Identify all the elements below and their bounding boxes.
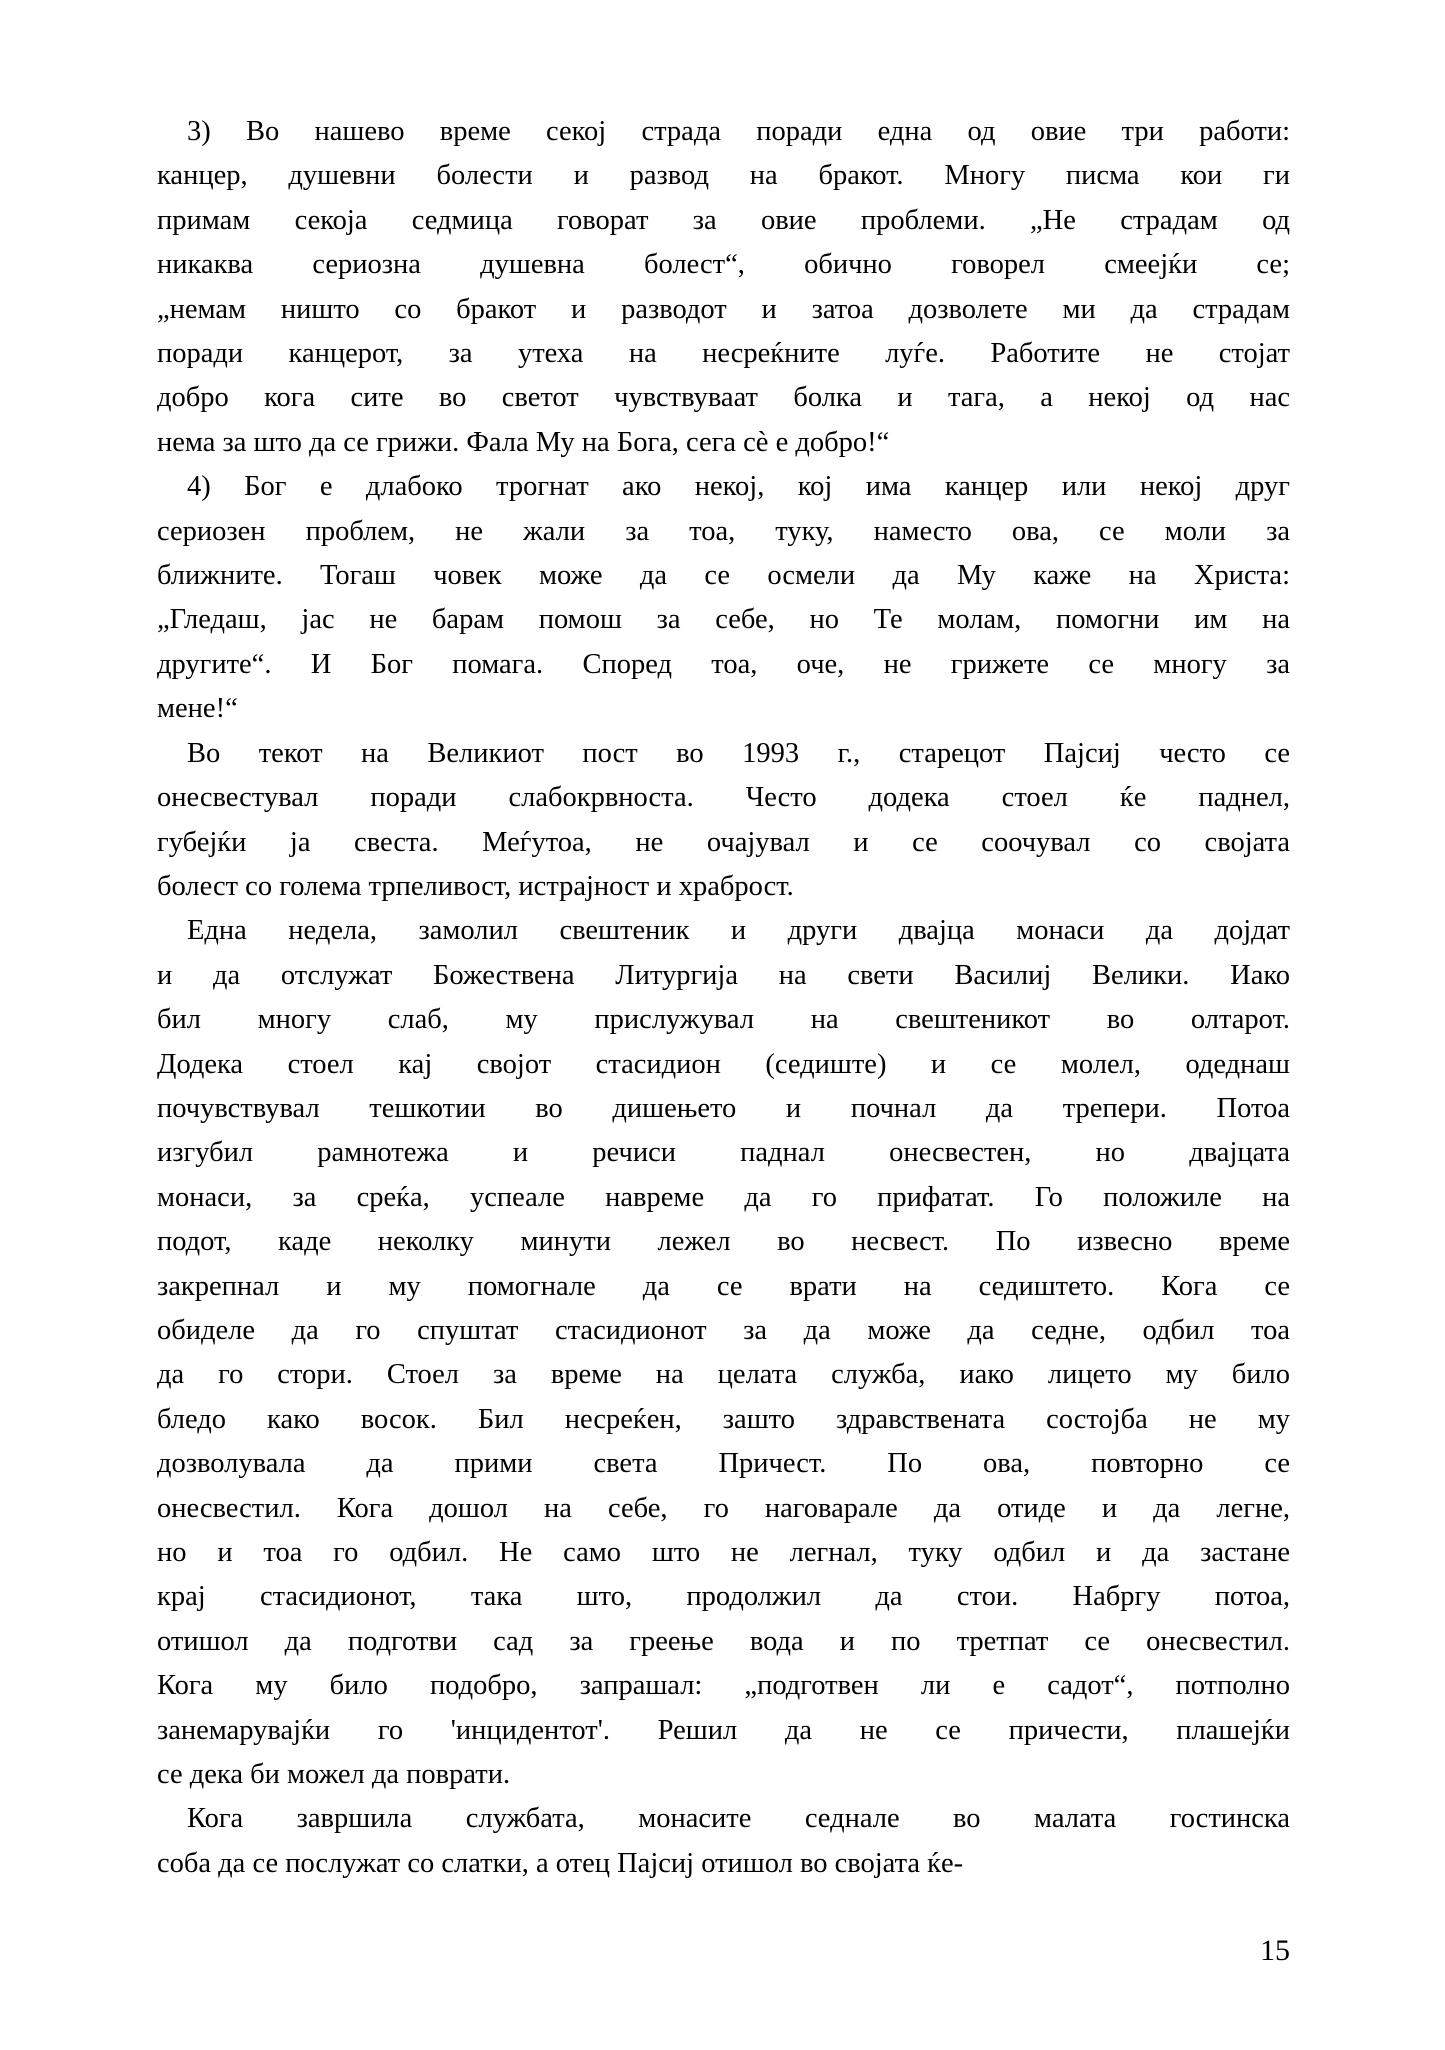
text-line: онесвестувал поради слабокрвноста. Често додека стоел ќе паднел, — [157, 782, 1290, 814]
text-line: подот, каде неколку минути лежел во несвест. По извесно време — [157, 1226, 1290, 1258]
paragraph — [157, 909, 1290, 1797]
text-line: „немам ништо со бракот и разводот и затоа дозволете ми да страдам — [157, 293, 1290, 325]
paragraph — [157, 732, 1290, 910]
paragraph — [157, 1797, 1290, 1886]
text-line: закрепнал и му помогнале да се врати на седиштето. Кога се — [157, 1270, 1290, 1302]
text-line: примам секоја седмица говорат за овие проблеми. „Не страдам од — [157, 204, 1290, 236]
text-line: сериозен проблем, не жали за тоа, туку, наместо ова, се моли за — [157, 515, 1290, 547]
page-number: 15 — [1260, 1934, 1290, 1967]
text-line: губејќи ја свеста. Меѓутоа, не очајувал и се соочувал со својата — [157, 826, 1290, 858]
text-line: мене!“ — [157, 693, 238, 725]
text-line: поради канцерот, за утеха на несреќните луѓе. Работите не стојат — [157, 338, 1290, 370]
text-line: дозволувала да прими света Причест. По ова, повторно се — [157, 1448, 1290, 1480]
paragraph — [157, 110, 1290, 465]
text-line: ближните. Тогаш човек може да се осмели да Му каже на Христа: — [157, 560, 1290, 592]
text-line: Во текот на Великиот пост во 1993 г., старецот Пајсиј често се — [187, 737, 1290, 769]
text-line: изгубил рамнотежа и речиси паднал онесвестен, но двајцата — [157, 1137, 1290, 1169]
text-line: 4) Бог е длабоко трогнат ако некој, кој има канцер или некој друг — [187, 471, 1290, 503]
text-line: бил многу слаб, му прислужувал на свештеникот во олтарот. — [157, 1004, 1290, 1036]
text-line: почувствувал тешкотии во дишењето и почнал да трепери. Потоа — [157, 1092, 1290, 1124]
text-line: да го стори. Стоел за време на целата служба, иако лицето му било — [157, 1359, 1290, 1391]
text-line: Кога завршила службата, монасите седнале во малата гостинска — [187, 1803, 1290, 1835]
text-line: онесвестил. Кога дошол на себе, го наговарале да отиде и да легне, — [157, 1492, 1290, 1524]
page-text — [157, 110, 1290, 1886]
paragraph — [157, 465, 1290, 731]
text-line: болест со голема трпеливост, истрајност и храброст. — [157, 870, 794, 902]
text-line: и да отслужат Божествена Литургија на свети Василиј Велики. Иако — [157, 959, 1290, 991]
text-line: другите“. И Бог помага. Според тоа, оче, не грижете се многу за — [157, 648, 1290, 680]
text-line: занемарувајќи го 'инцидентот'. Решил да не се причести, плашејќи — [157, 1714, 1290, 1746]
text-line: добро кога сите во светот чувствуваат болка и тага, а некој од нас — [157, 382, 1290, 414]
text-line: обиделе да го спуштат стасидионот за да може да седне, одбил тоа — [157, 1314, 1290, 1346]
text-line: соба да се послужат со слатки, а отец Пајсиј отишол во својата ќе- — [157, 1847, 964, 1879]
text-line: Една недела, замолил свештеник и други двајца монаси да дојдат — [187, 915, 1290, 947]
text-line: монаси, за среќа, успеале навреме да го прифатат. Го положиле на — [157, 1181, 1290, 1213]
text-line: отишол да подготви сад за греење вода и по третпат се онесвестил. — [157, 1625, 1290, 1657]
text-line: Додека стоел кај својот стасидион (седиште) и се молел, одеднаш — [157, 1048, 1290, 1080]
text-line: канцер, душевни болести и развод на бракот. Многу писма кои ги — [157, 160, 1290, 192]
text-line: крај стасидионот, така што, продолжил да стои. Набргу потоа, — [157, 1581, 1290, 1613]
text-line: бледо како восок. Бил несреќен, зашто здравствената состојба не му — [157, 1403, 1290, 1435]
text-line: никаква сериозна душевна болест“, обично говорел смеејќи се; — [157, 249, 1290, 281]
text-line: „Гледаш, јас не барам помош за себе, но Те молам, помогни им на — [157, 604, 1290, 636]
text-line: Кога му било подобро, запрашал: „подготвен ли е садот“, потполно — [157, 1670, 1290, 1702]
text-line: 3) Во нашево време секој страда поради една од овие три работи: — [187, 116, 1290, 147]
text-line: се дека би можел да поврати. — [157, 1759, 511, 1791]
text-line: нема за што да се грижи. Фала Му на Бога, сега сè е добро!“ — [157, 426, 890, 458]
text-line: но и тоа го одбил. Не само што не легнал, туку одбил и да застане — [157, 1537, 1290, 1568]
